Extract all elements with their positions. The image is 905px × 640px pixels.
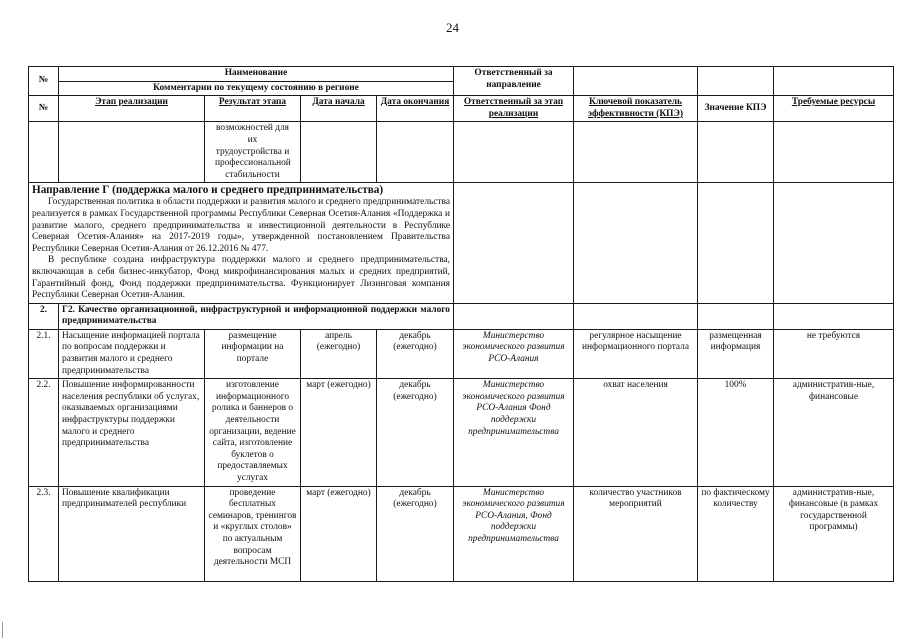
table-row bbox=[29, 379, 894, 486]
page-number: 24 bbox=[446, 20, 459, 35]
direction-paragraph-1: Государственная политика в области поддержки и развития малого и среднего предпринимательства реализуется в рамках Государственной программы Республики Северная Осетия-Алания «Поддержка и развитие малого, среднего предпринимательства и инвестиционной деятельности в Республике Северная Осетия-Алания» на 2017-2019 годы», утвержденной постановлением Правительства Республики Северная Осетия-Алания от 26.12.2016 № 477. bbox=[32, 197, 450, 254]
cell-empty bbox=[29, 122, 59, 183]
cell-empty bbox=[454, 122, 574, 183]
header-date-start: Дата начала bbox=[301, 96, 377, 122]
row-end: декабрь (ежегодно) bbox=[377, 379, 454, 486]
cell-empty bbox=[574, 303, 698, 329]
cell-empty bbox=[301, 122, 377, 183]
table-row bbox=[29, 486, 894, 581]
header-resources: Требуемые ресурсы bbox=[774, 96, 894, 122]
row-stage: Повышение квалификации предпринимателей республики bbox=[59, 486, 205, 581]
header-no: № bbox=[29, 67, 59, 96]
header-stage: Этап реализации bbox=[59, 96, 205, 122]
header-name: Наименование bbox=[59, 67, 454, 82]
row-stage: Повышение информированности населения республики об услугах, оказываемых организациями инфраструктуры поддержки малого и среднего предпринимательства bbox=[59, 379, 205, 486]
direction-title: Направление Г (поддержка малого и среднего предпринимательства) bbox=[32, 184, 384, 197]
row-resources: административ-ные, финансовые bbox=[774, 379, 894, 486]
cell-empty bbox=[59, 122, 205, 183]
cell-empty bbox=[698, 303, 774, 329]
header-empty-kpi-value bbox=[698, 67, 774, 96]
direction-paragraph-2: В республике создана инфраструктура поддержки малого и среднего предпринимательства, включающая в себя бизнес-инкубатор, Фонд микрофинансирования малых и средних предприятий, Гарантийный фонд, Фонд поддержки предпринимательства. Функционирует Лизинговая компания Республики Северная Осетия-Алания. bbox=[32, 255, 450, 301]
direction-block bbox=[29, 183, 454, 303]
plan-table bbox=[28, 66, 894, 582]
table-row bbox=[29, 329, 894, 378]
header-row-name bbox=[29, 67, 894, 82]
header-comments: Комментарии по текущему состоянию в регионе bbox=[59, 81, 454, 96]
subsection-row bbox=[29, 303, 894, 329]
subsection-num: 2. bbox=[29, 303, 59, 329]
row-kpi-value: по фактическому количеству bbox=[698, 486, 774, 581]
header-date-end: Дата окончания bbox=[377, 96, 454, 122]
cell-empty bbox=[774, 303, 894, 329]
cell-empty bbox=[377, 122, 454, 183]
row-kpi: охват населения bbox=[574, 379, 698, 486]
row-stage: Насыщение информацией портала по вопросам поддержки и развития малого и среднего предпринимательства bbox=[59, 329, 205, 378]
cell-empty bbox=[774, 183, 894, 303]
row-result: размещение информации на портале bbox=[205, 329, 301, 378]
header-no-2: № bbox=[29, 96, 59, 122]
subsection-title: Г2. Качество организационной, инфраструктурной и информационной поддержки малого предпринимательства bbox=[59, 303, 454, 329]
row-num: 2.1. bbox=[29, 329, 59, 378]
row-kpi-value: размещенная информация bbox=[698, 329, 774, 378]
row-start: апрель (ежегодно) bbox=[301, 329, 377, 378]
row-num: 2.3. bbox=[29, 486, 59, 581]
row-num: 2.2. bbox=[29, 379, 59, 486]
continuation-result: возможностей для их трудоустройства и профессиональной стабильности bbox=[205, 122, 301, 183]
header-result: Результат этапа bbox=[205, 96, 301, 122]
header-kpi-value: Значение КПЭ bbox=[698, 96, 774, 122]
header-kpi: Ключевой показатель эффективности (КПЭ) bbox=[574, 96, 698, 122]
header-row-columns bbox=[29, 96, 894, 122]
scan-edge-mark bbox=[2, 622, 3, 638]
row-resources: административ-ные, финансовые (в рамках государственной программы) bbox=[774, 486, 894, 581]
row-result: изготовление информационного ролика и баннеров о деятельности организации, ведение сайта, изготовление буклетов о предоставляемых услугах bbox=[205, 379, 301, 486]
row-end: декабрь (ежегодно) bbox=[377, 329, 454, 378]
row-responsible: Министерство экономического развития РСО-Алания Фонд поддержки предпринимательства bbox=[454, 379, 574, 486]
cell-empty bbox=[574, 122, 698, 183]
header-responsible-direction: Ответственный за направление bbox=[454, 67, 574, 96]
row-responsible: Министерство экономического развития РСО-Алания bbox=[454, 329, 574, 378]
row-end: декабрь (ежегодно) bbox=[377, 486, 454, 581]
cell-empty bbox=[698, 122, 774, 183]
row-kpi: количество участников мероприятий bbox=[574, 486, 698, 581]
header-empty-resources bbox=[774, 67, 894, 96]
direction-row bbox=[29, 183, 894, 303]
continuation-row bbox=[29, 122, 894, 183]
cell-empty bbox=[574, 183, 698, 303]
header-empty-kpi bbox=[574, 67, 698, 96]
cell-empty bbox=[698, 183, 774, 303]
cell-empty bbox=[774, 122, 894, 183]
row-start: март (ежегодно) bbox=[301, 379, 377, 486]
row-kpi: регулярное насыщение информационного портала bbox=[574, 329, 698, 378]
row-start: март (ежегодно) bbox=[301, 486, 377, 581]
row-responsible: Министерство экономического развития РСО-Алания, Фонд поддержки предпринимательства bbox=[454, 486, 574, 581]
cell-empty bbox=[454, 183, 574, 303]
row-resources: не требуются bbox=[774, 329, 894, 378]
row-result: проведение бесплатных семинаров, тренингов и «круглых столов» по актуальным вопросам деятельности МСП bbox=[205, 486, 301, 581]
cell-empty bbox=[454, 303, 574, 329]
header-responsible-stage: Ответственный за этап реализации bbox=[454, 96, 574, 122]
row-kpi-value: 100% bbox=[698, 379, 774, 486]
